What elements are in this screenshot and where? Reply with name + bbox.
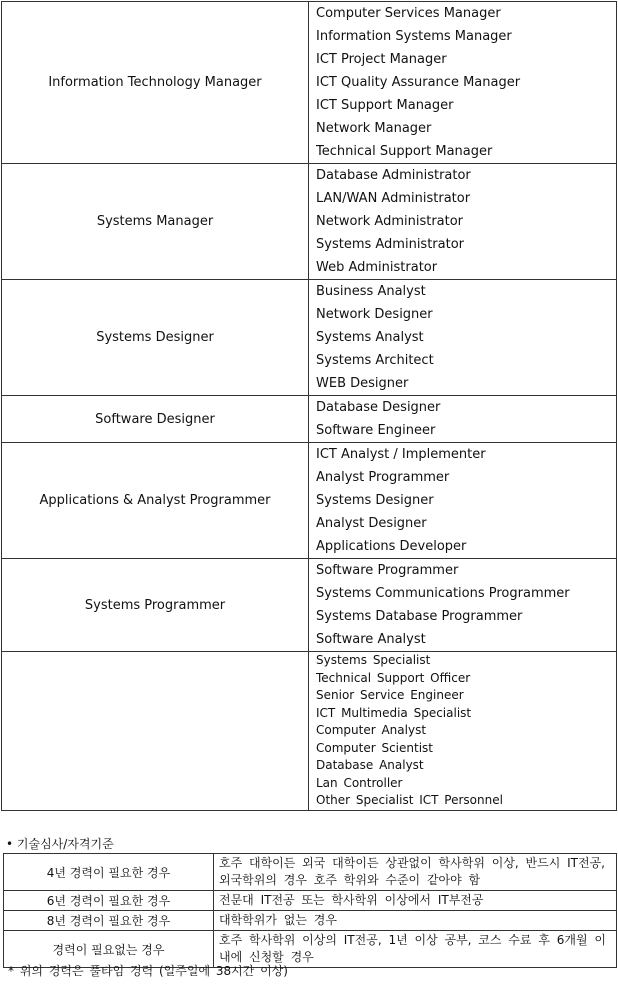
jobs-cell xyxy=(309,2,617,164)
criteria-case: 4년 경력이 필요한 경우 xyxy=(4,854,214,891)
job-title: Computer Scientist xyxy=(316,740,434,755)
table-row xyxy=(4,854,617,891)
job-title: Systems Administrator xyxy=(316,237,465,252)
job-title: Analyst Programmer xyxy=(316,470,450,485)
category-cell: Systems Manager xyxy=(2,164,309,280)
jobs-cell xyxy=(309,280,617,396)
job-title: LAN/WAN Administrator xyxy=(316,191,471,206)
job-title: Database Administrator xyxy=(316,168,471,183)
job-title: Systems Architect xyxy=(316,353,434,368)
job-title: Technical Support Manager xyxy=(316,144,493,159)
category-cell: Information Technology Manager xyxy=(2,2,309,164)
table-row xyxy=(2,164,617,280)
job-title: Systems Designer xyxy=(316,493,434,508)
table-row xyxy=(2,280,617,396)
job-title: ICT Support Manager xyxy=(316,98,454,113)
job-title: Network Administrator xyxy=(316,214,464,229)
job-title: Systems Database Programmer xyxy=(316,609,523,624)
table-row xyxy=(4,911,617,931)
job-title: Database Analyst xyxy=(316,758,424,772)
job-title: Software Engineer xyxy=(316,423,436,438)
table-row xyxy=(2,652,617,811)
footnote: * 위의 경력은 풀타임 경력 (일주일에 38시간 이상) xyxy=(8,964,288,978)
job-title: WEB Designer xyxy=(316,376,409,391)
job-title: Network Designer xyxy=(316,307,433,322)
table-row xyxy=(2,443,617,559)
job-title: Database Designer xyxy=(316,400,441,415)
job-title: Applications Developer xyxy=(316,539,467,554)
table-row xyxy=(4,891,617,911)
category-cell xyxy=(2,652,309,811)
job-title: Systems Analyst xyxy=(316,330,424,345)
job-title: ICT Project Manager xyxy=(316,52,447,67)
job-title: Software Analyst xyxy=(316,632,426,647)
job-title: ICT Analyst / Implementer xyxy=(316,447,486,462)
job-title: Senior Service Engineer xyxy=(316,688,464,702)
job-title: Network Manager xyxy=(316,121,432,136)
table-row xyxy=(2,2,617,164)
job-title: Lan Controller xyxy=(316,775,403,790)
criteria-description: 대학학위가 없는 경우 xyxy=(214,911,617,931)
job-title: Systems Specialist xyxy=(316,653,431,667)
criteria-case: 6년 경력이 필요한 경우 xyxy=(4,891,214,911)
criteria-heading: • 기술심사/자격기준 xyxy=(6,837,114,851)
job-title: Information Systems Manager xyxy=(316,29,512,44)
job-title: Analyst Designer xyxy=(316,516,427,531)
job-title: ICT Quality Assurance Manager xyxy=(316,75,521,90)
job-title: Systems Communications Programmer xyxy=(316,586,570,601)
job-title: ICT Multimedia Specialist xyxy=(316,705,472,720)
category-cell: Systems Programmer xyxy=(2,559,309,652)
jobs-cell xyxy=(309,164,617,280)
criteria-table xyxy=(3,853,617,968)
category-cell: Systems Designer xyxy=(2,280,309,396)
category-cell: Applications & Analyst Programmer xyxy=(2,443,309,559)
jobs-cell xyxy=(309,396,617,443)
criteria-case: 8년 경력이 필요한 경우 xyxy=(4,911,214,931)
table-row xyxy=(2,559,617,652)
job-title: Technical Support Officer xyxy=(316,670,471,685)
job-title: Other Specialist ICT Personnel xyxy=(316,793,503,807)
criteria-case: 경력이 필요없는 경우 xyxy=(4,931,214,968)
job-title: Computer Services Manager xyxy=(316,6,501,21)
table-row xyxy=(2,396,617,443)
jobs-cell xyxy=(309,652,617,811)
jobs-cell xyxy=(309,443,617,559)
criteria-description: 호주 대학이든 외국 대학이든 상관없이 학사학위 이상, 반드시 IT전공, 외국학위의 경우 호주 학위와 수준이 같아야 함 xyxy=(214,854,617,891)
category-cell: Software Designer xyxy=(2,396,309,443)
job-title: Web Administrator xyxy=(316,260,438,275)
job-title: Computer Analyst xyxy=(316,723,427,737)
criteria-description: 호주 학사학위 이상의 IT전공, 1년 이상 공부, 코스 수료 후 6개월 이내에 신청할 경우 xyxy=(214,931,617,968)
job-title: Software Programmer xyxy=(316,563,459,578)
criteria-description: 전문대 IT전공 또는 학사학위 이상에서 IT부전공 xyxy=(214,891,617,911)
occupation-table xyxy=(1,1,617,811)
job-title: Business Analyst xyxy=(316,284,426,299)
jobs-cell xyxy=(309,559,617,652)
